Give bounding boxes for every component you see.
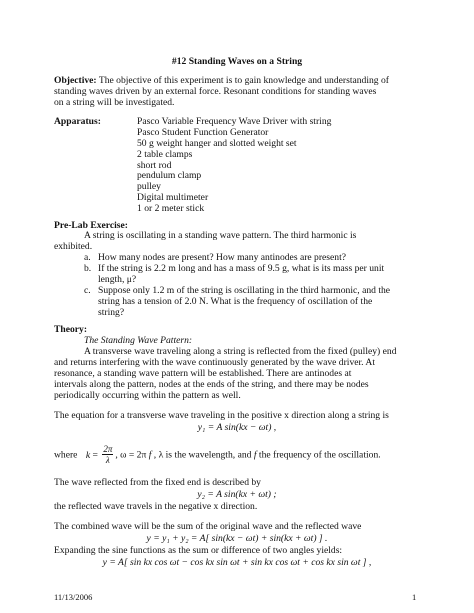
prelab-label: Pre-Lab Exercise: xyxy=(54,220,128,231)
objective-line-1 xyxy=(54,75,389,86)
objective-line-2: standing waves driven by an external force. Resonant conditions for standing waves xyxy=(54,86,377,97)
where-word: where xyxy=(54,449,78,461)
prelab-item-c-1: Suppose only 1.2 m of the string is oscillating in the third harmonic, and the xyxy=(98,285,391,296)
where-equals: = xyxy=(92,449,98,461)
where-f2: f xyxy=(253,449,257,461)
apparatus-item: 2 table clamps xyxy=(137,149,193,160)
equation-4: y = A[ sin kx cos ωt − cos kx sin ωt + sin kx cos ωt + cos kx sin ωt ] , xyxy=(102,557,372,568)
fraction-numerator: 2π xyxy=(103,444,113,454)
prelab-item-c-2: string has a tension of 2.0 N. What is the frequency of oscillation of the xyxy=(98,296,373,307)
apparatus-item: short rod xyxy=(137,160,172,171)
objective-label: Objective: xyxy=(54,75,97,86)
footer-page-number: 1 xyxy=(412,592,417,602)
apparatus-item: Digital multimeter xyxy=(137,192,209,203)
apparatus-item: pendulum clamp xyxy=(137,170,202,181)
prelab-item-b-2: length, μ? xyxy=(98,274,137,285)
page-title: #12 Standing Waves on a String xyxy=(171,56,303,67)
theory-para-5: periodically occurring within the pattern as well. xyxy=(54,390,241,401)
prelab-item-b-marker: b. xyxy=(84,263,92,274)
apparatus-item: 1 or 2 meter stick xyxy=(137,203,205,214)
apparatus-label: Apparatus: xyxy=(54,116,101,127)
theory-para-3: resonance, a standing wave pattern will be established. There are antinodes at xyxy=(54,368,352,379)
reflected-intro: The wave reflected from the fixed end is described by xyxy=(54,477,261,488)
prelab-item-b-1: If the string is 2.2 m long and has a mass of 9.5 g, what is its mass per unit xyxy=(98,263,385,274)
prelab-item-c-3: string? xyxy=(98,307,125,318)
objective-line-3: on a string will be investigated. xyxy=(54,97,175,108)
fraction xyxy=(102,444,113,465)
apparatus-item: pulley xyxy=(137,181,161,192)
footer-date: 11/13/2006 xyxy=(54,592,93,602)
where-freq-desc: the frequency of the oscillation. xyxy=(256,449,381,461)
where-omega: , ω = 2π xyxy=(115,449,149,461)
theory-para-1: A transverse wave traveling along a string is reflected from the fixed (pulley) end xyxy=(84,346,397,357)
apparatus-item: Pasco Variable Frequency Wave Driver with string xyxy=(137,116,332,127)
reflected-note: the reflected wave travels in the negative x direction. xyxy=(54,501,258,512)
equation-2: y₂ = A sin(kx + ωt) ; xyxy=(197,489,277,500)
theory-para-4: intervals along the pattern, nodes at the ends of the string, and there may be nodes xyxy=(54,379,369,390)
equation-intro: The equation for a transverse wave traveling in the positive x direction along a string is xyxy=(54,410,389,421)
prelab-intro-1: A string is oscillating in a standing wave pattern. The third harmonic is xyxy=(84,230,357,241)
where-line xyxy=(54,445,381,466)
theory-subheading: The Standing Wave Pattern: xyxy=(84,335,193,346)
where-lambda-desc: , λ is the wavelength, and xyxy=(151,449,254,461)
prelab-item-c-marker: c. xyxy=(84,285,91,296)
fraction-denominator: λ xyxy=(105,455,110,465)
expand-intro: Expanding the sine functions as the sum or difference of two angles yields: xyxy=(54,545,343,556)
prelab-intro-2: exhibited. xyxy=(54,241,93,252)
where-k: k xyxy=(85,449,91,461)
apparatus-item: Pasco Student Function Generator xyxy=(137,127,269,138)
theory-para-2: and returns interfering with the wave continuously generated by the wave driver. At xyxy=(54,357,376,368)
equation-1: y₁ = A sin(kx − ωt) , xyxy=(197,422,277,433)
prelab-item-a-marker: a. xyxy=(84,252,91,263)
prelab-item-a: How many nodes are present? How many antinodes are present? xyxy=(98,252,347,263)
objective-text-1: The objective of this experiment is to gain knowledge and understanding of xyxy=(96,75,389,86)
apparatus-item: 50 g weight hanger and slotted weight set xyxy=(137,138,297,149)
where-f: f xyxy=(148,449,152,461)
theory-label: Theory: xyxy=(54,324,88,335)
combined-intro: The combined wave will be the sum of the original wave and the reflected wave xyxy=(54,521,362,532)
equation-3: y = y₁ + y₂ = A[ sin(kx − ωt) + sin(kx + ωt) ] . xyxy=(146,533,328,544)
